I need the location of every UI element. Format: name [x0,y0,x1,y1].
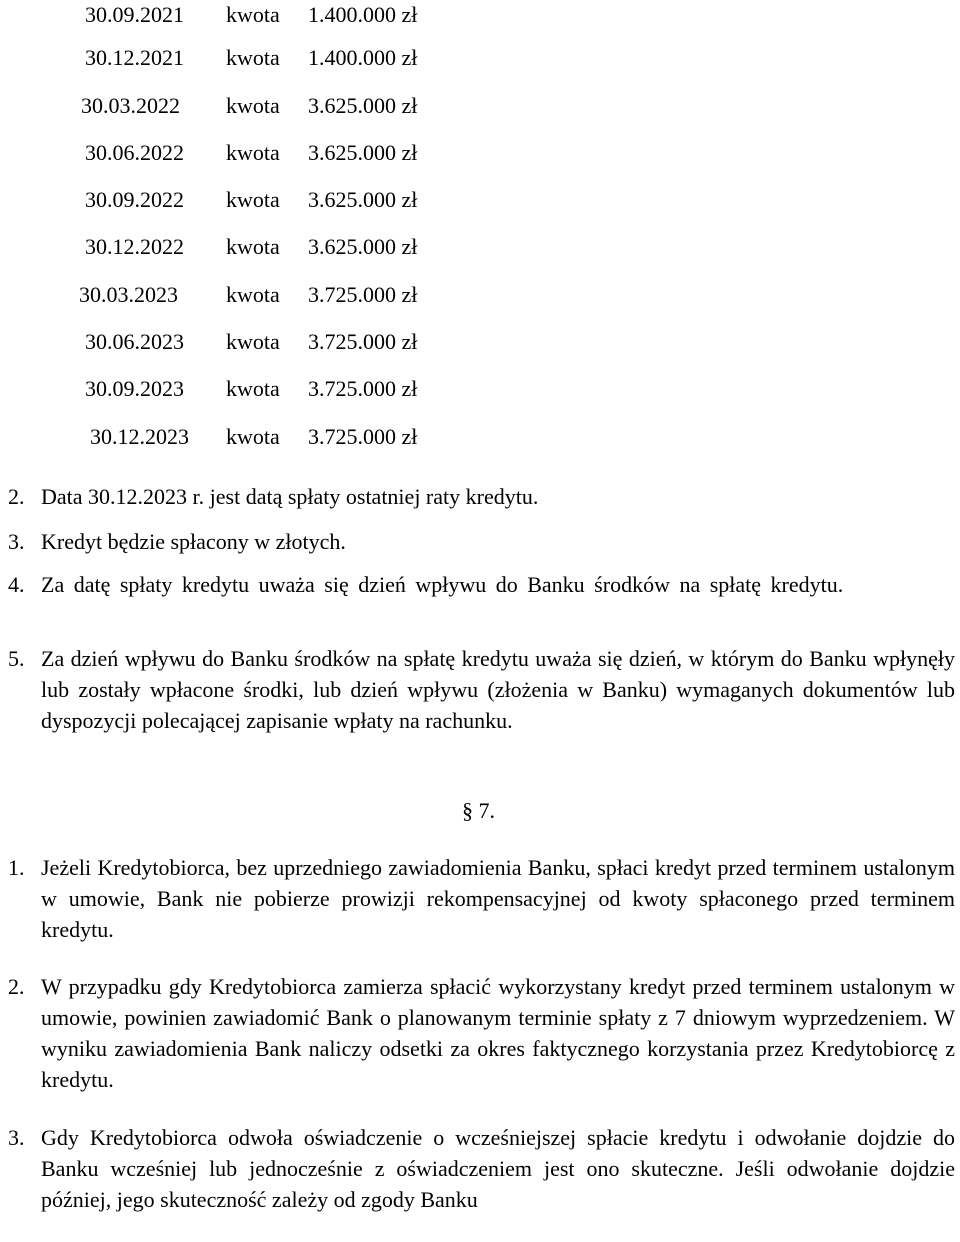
item-number: 3. [8,529,25,554]
item-number: 1. [8,855,25,880]
item-text: W przypadku gdy Kredytobiorca zamierza spłacić wykorzystany kredyt przed terminem ustalonym w umowie, powinien zawiadomić Bank o planowanym terminie spłaty z 7 dniowym wyprzedzeniem. W wyniku zawiadomienia Bank naliczy odsetki za okres faktycznego korzystania przez Kredytobiorcę z kredytu. [41,974,955,1092]
schedule-amount: 3.725.000 zł [308,282,418,307]
item-text: Za dzień wpływu do Banku środków na spłatę kredytu uważa się dzień, w którym do Banku wpłynęły lub zostały wpłacone środki, lub dzień wpływu (złożenia w Banku) wymaganych dokumentów lub dyspozycji polecającej zapisanie wpłaty na rachunku. [41,646,955,733]
schedule-date: 30.12.2023 [90,424,189,449]
schedule-label: kwota [226,187,280,212]
schedule-amount: 3.725.000 zł [308,376,418,401]
schedule-amount: 3.625.000 zł [308,140,418,165]
item-number: 4. [8,572,25,597]
schedule-label: kwota [226,329,280,354]
schedule-label: kwota [226,140,280,165]
schedule-label: kwota [226,45,280,70]
item-number: 3. [8,1125,25,1150]
schedule-date: 30.06.2022 [85,140,184,165]
section-heading: § 7. [462,798,495,823]
item-text: Za datę spłaty kredytu uważa się dzień wpływu do Banku środków na spłatę kredytu. [41,572,844,597]
schedule-label: kwota [226,282,280,307]
schedule-date: 30.09.2021 [85,2,184,27]
schedule-label: kwota [226,376,280,401]
item-text: Kredyt będzie spłacony w złotych. [41,529,346,554]
item-number: 5. [8,646,25,671]
item-number: 2. [8,484,25,509]
schedule-amount: 3.625.000 zł [308,187,418,212]
schedule-date: 30.09.2023 [85,376,184,401]
item-text: Data 30.12.2023 r. jest datą spłaty ostatniej raty kredytu. [41,484,539,509]
schedule-amount: 3.625.000 zł [308,234,418,259]
item-number: 2. [8,974,25,999]
item-text: Gdy Kredytobiorca odwoła oświadczenie o wcześniejszej spłacie kredytu i odwołanie dojdzie do Banku wcześniej lub jednocześnie z oświadczeniem jest ono skuteczne. Jeśli odwołanie dojdzie później, jego skuteczność zależy od zgody Banku [41,1125,955,1212]
schedule-date: 30.03.2023 [79,282,178,307]
schedule-date: 30.12.2021 [85,45,184,70]
schedule-amount: 3.725.000 zł [308,329,418,354]
schedule-date: 30.06.2023 [85,329,184,354]
schedule-amount: 1.400.000 zł [308,2,418,27]
schedule-label: kwota [226,2,280,27]
schedule-amount: 3.625.000 zł [308,93,418,118]
schedule-label: kwota [226,93,280,118]
schedule-date: 30.03.2022 [81,93,180,118]
schedule-label: kwota [226,234,280,259]
schedule-amount: 1.400.000 zł [308,45,418,70]
schedule-date: 30.12.2022 [85,234,184,259]
schedule-label: kwota [226,424,280,449]
item-text: Jeżeli Kredytobiorca, bez uprzedniego zawiadomienia Banku, spłaci kredyt przed terminem ustalonym w umowie, Bank nie pobierze prowizji rekompensacyjnej od kwoty spłaconego przed terminem kredytu. [41,855,955,942]
schedule-amount: 3.725.000 zł [308,424,418,449]
schedule-date: 30.09.2022 [85,187,184,212]
